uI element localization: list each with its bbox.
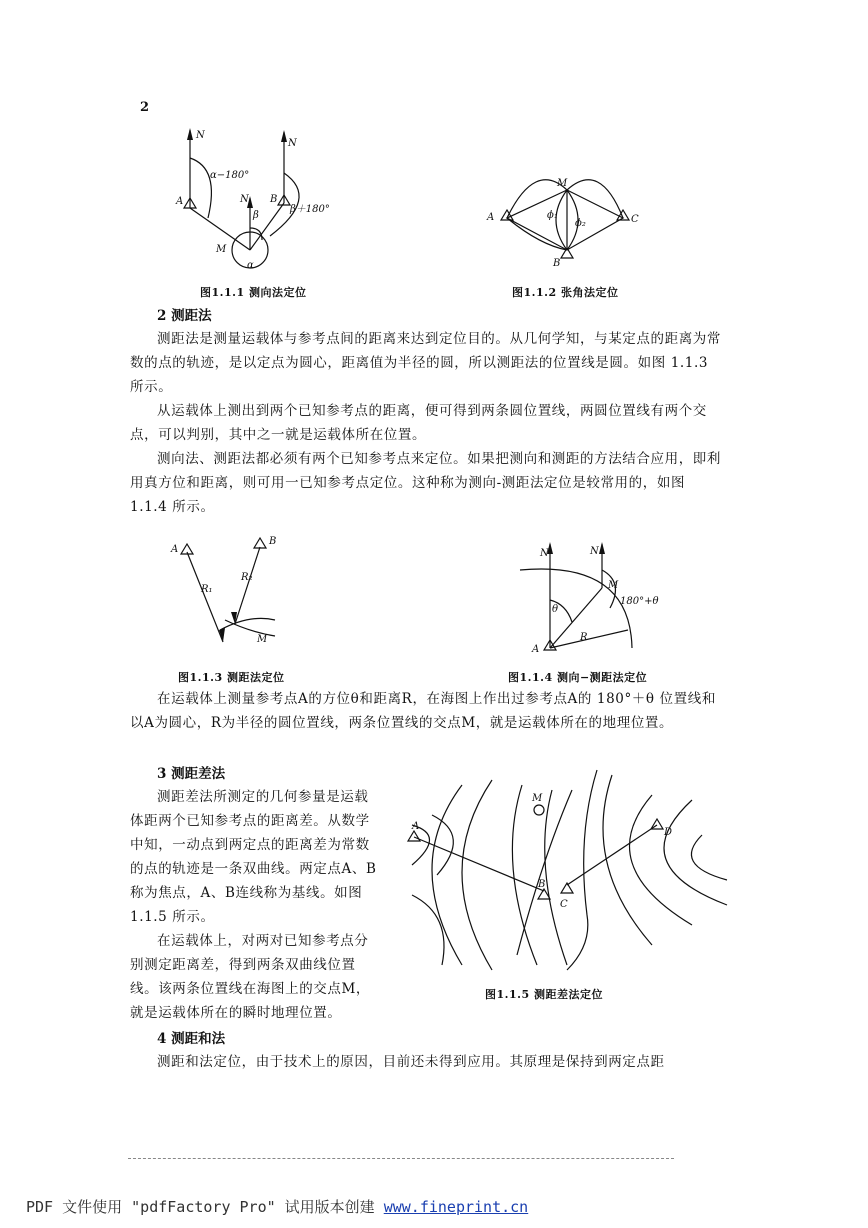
fig3-label-a: A <box>171 544 179 555</box>
figure-1-1-1-caption: 图1.1.1 测向法定位 <box>200 286 307 299</box>
figure-1-1-2-caption: 图1.1.2 张角法定位 <box>512 286 619 299</box>
pdf-footer <box>26 1196 528 1217</box>
fig4-label-angle: 180°+θ <box>620 596 659 607</box>
footer-rule <box>128 1158 674 1160</box>
fig3-label-r2: R₂ <box>241 572 253 583</box>
fig3-label-b: B <box>269 536 277 547</box>
section-3-paragraph-1: 测距差法所测定的几何参量是运载体距两个已知参考点的距离差。从数学中知，一动点到两定点的距离差为常数的点的轨迹是一条双曲线。两定点A、B称为焦点，A、B连线称为基线。如图 1.1.5 所示。 <box>130 789 377 925</box>
footer-prefix: PDF 文件使用 "pdfFactory Pro" 试用版本创建 <box>26 1198 384 1216</box>
section-4-title: 4 测距和法 <box>157 1031 226 1047</box>
fig5-label-m: M <box>532 793 543 804</box>
figure-1-1-4-diagram <box>520 540 670 660</box>
fig2-label-m: M <box>557 178 568 189</box>
fig1-label-a: A <box>176 196 184 207</box>
section-2-paragraph-3: 测向法、测距法都必须有两个已知参考点来定位。如果把测向和测距的方法结合应用，即利用真方位和距离，则可用一已知参考点定位。这种称为测向-测距法定位是较常用的，如图 1.1.4 所示。 <box>130 451 721 515</box>
section-3-title: 3 测距差法 <box>157 766 226 782</box>
fig5-label-b: B <box>538 879 546 890</box>
figure-1-1-3-diagram <box>165 532 295 652</box>
fig1-label-alpha2: α <box>247 260 254 271</box>
fig5-label-c: C <box>560 899 568 910</box>
figure-1-1-1-diagram <box>170 128 370 278</box>
fig2-label-c: C <box>631 214 639 225</box>
section-2-paragraph-2: 从运载体上测出到两个已知参考点的距离，便可得到两条圆位置线，两圆位置线有两个交点，可以判别，其中之一就是运载体所在位置。 <box>130 403 707 443</box>
fig1-label-alpha: α−180° <box>210 170 250 181</box>
section-4-paragraph-1: 测距和法定位，由于技术上的原因，目前还未得到应用。其原理是保持到两定点距 <box>157 1054 665 1070</box>
fig1-label-beta2: β＋180° <box>290 204 330 215</box>
fig4-label-a: A <box>532 644 540 655</box>
fig1-label-m: M <box>216 244 227 255</box>
section-2-paragraph-4: 在运载体上测量参考点A的方位θ和距离R，在海图上作出过参考点A的 180°＋θ 位置线和以A为圆心，R为半径的圆位置线，两条位置线的交点M，就是运载体所在的地理位置。 <box>130 691 716 731</box>
fig1-label-n1: N <box>196 130 205 141</box>
fig2-label-phi1: ϕ₁ <box>547 210 558 221</box>
figure-1-1-4-caption: 图1.1.4 测向−测距法定位 <box>508 671 648 684</box>
figure-1-1-2-diagram <box>485 170 655 270</box>
page-number: 2 <box>140 100 150 115</box>
footer-link[interactable]: www.fineprint.cn <box>383 1198 529 1216</box>
fig1-label-beta: β <box>253 210 259 221</box>
fig1-label-n3: N <box>240 194 249 205</box>
fig4-label-r: R <box>580 632 588 643</box>
fig3-label-r1: R₁ <box>201 584 213 595</box>
figure-1-1-5-caption: 图1.1.5 测距差法定位 <box>485 988 603 1001</box>
fig3-label-m: M <box>257 634 268 645</box>
section-3-paragraph-2: 在运载体上，对两对已知参考点分别测定距离差，得到两条双曲线位置线。该两条位置线在海图上的交点M，就是运载体所在的瞬时地理位置。 <box>130 933 371 1021</box>
fig5-label-d: D <box>664 827 673 838</box>
fig2-label-b: B <box>553 258 561 269</box>
fig5-label-a: A <box>412 821 420 832</box>
section-2-paragraph-1: 测距法是测量运载体与参考点间的距离来达到定位目的。从几何学知，与某定点的距离为常数的点的轨迹，是以定点为圆心，距离值为半径的圆，所以测距法的位置线是圆。如图 1.1.3 所示。 <box>130 331 721 395</box>
fig2-label-phi2: ϕ₂ <box>575 218 586 229</box>
figure-1-1-5-diagram <box>392 765 737 975</box>
figure-1-1-3-caption: 图1.1.3 测距法定位 <box>178 671 285 684</box>
section-2-title: 2 测距法 <box>157 308 212 324</box>
fig1-label-b: B <box>270 194 278 205</box>
fig4-label-n1: N <box>540 548 549 559</box>
fig4-label-n2: N <box>590 546 599 557</box>
fig2-label-a: A <box>487 212 495 223</box>
fig4-label-theta: θ <box>552 604 559 615</box>
fig4-label-m: M <box>608 580 619 591</box>
fig1-label-n2: N <box>288 138 297 149</box>
